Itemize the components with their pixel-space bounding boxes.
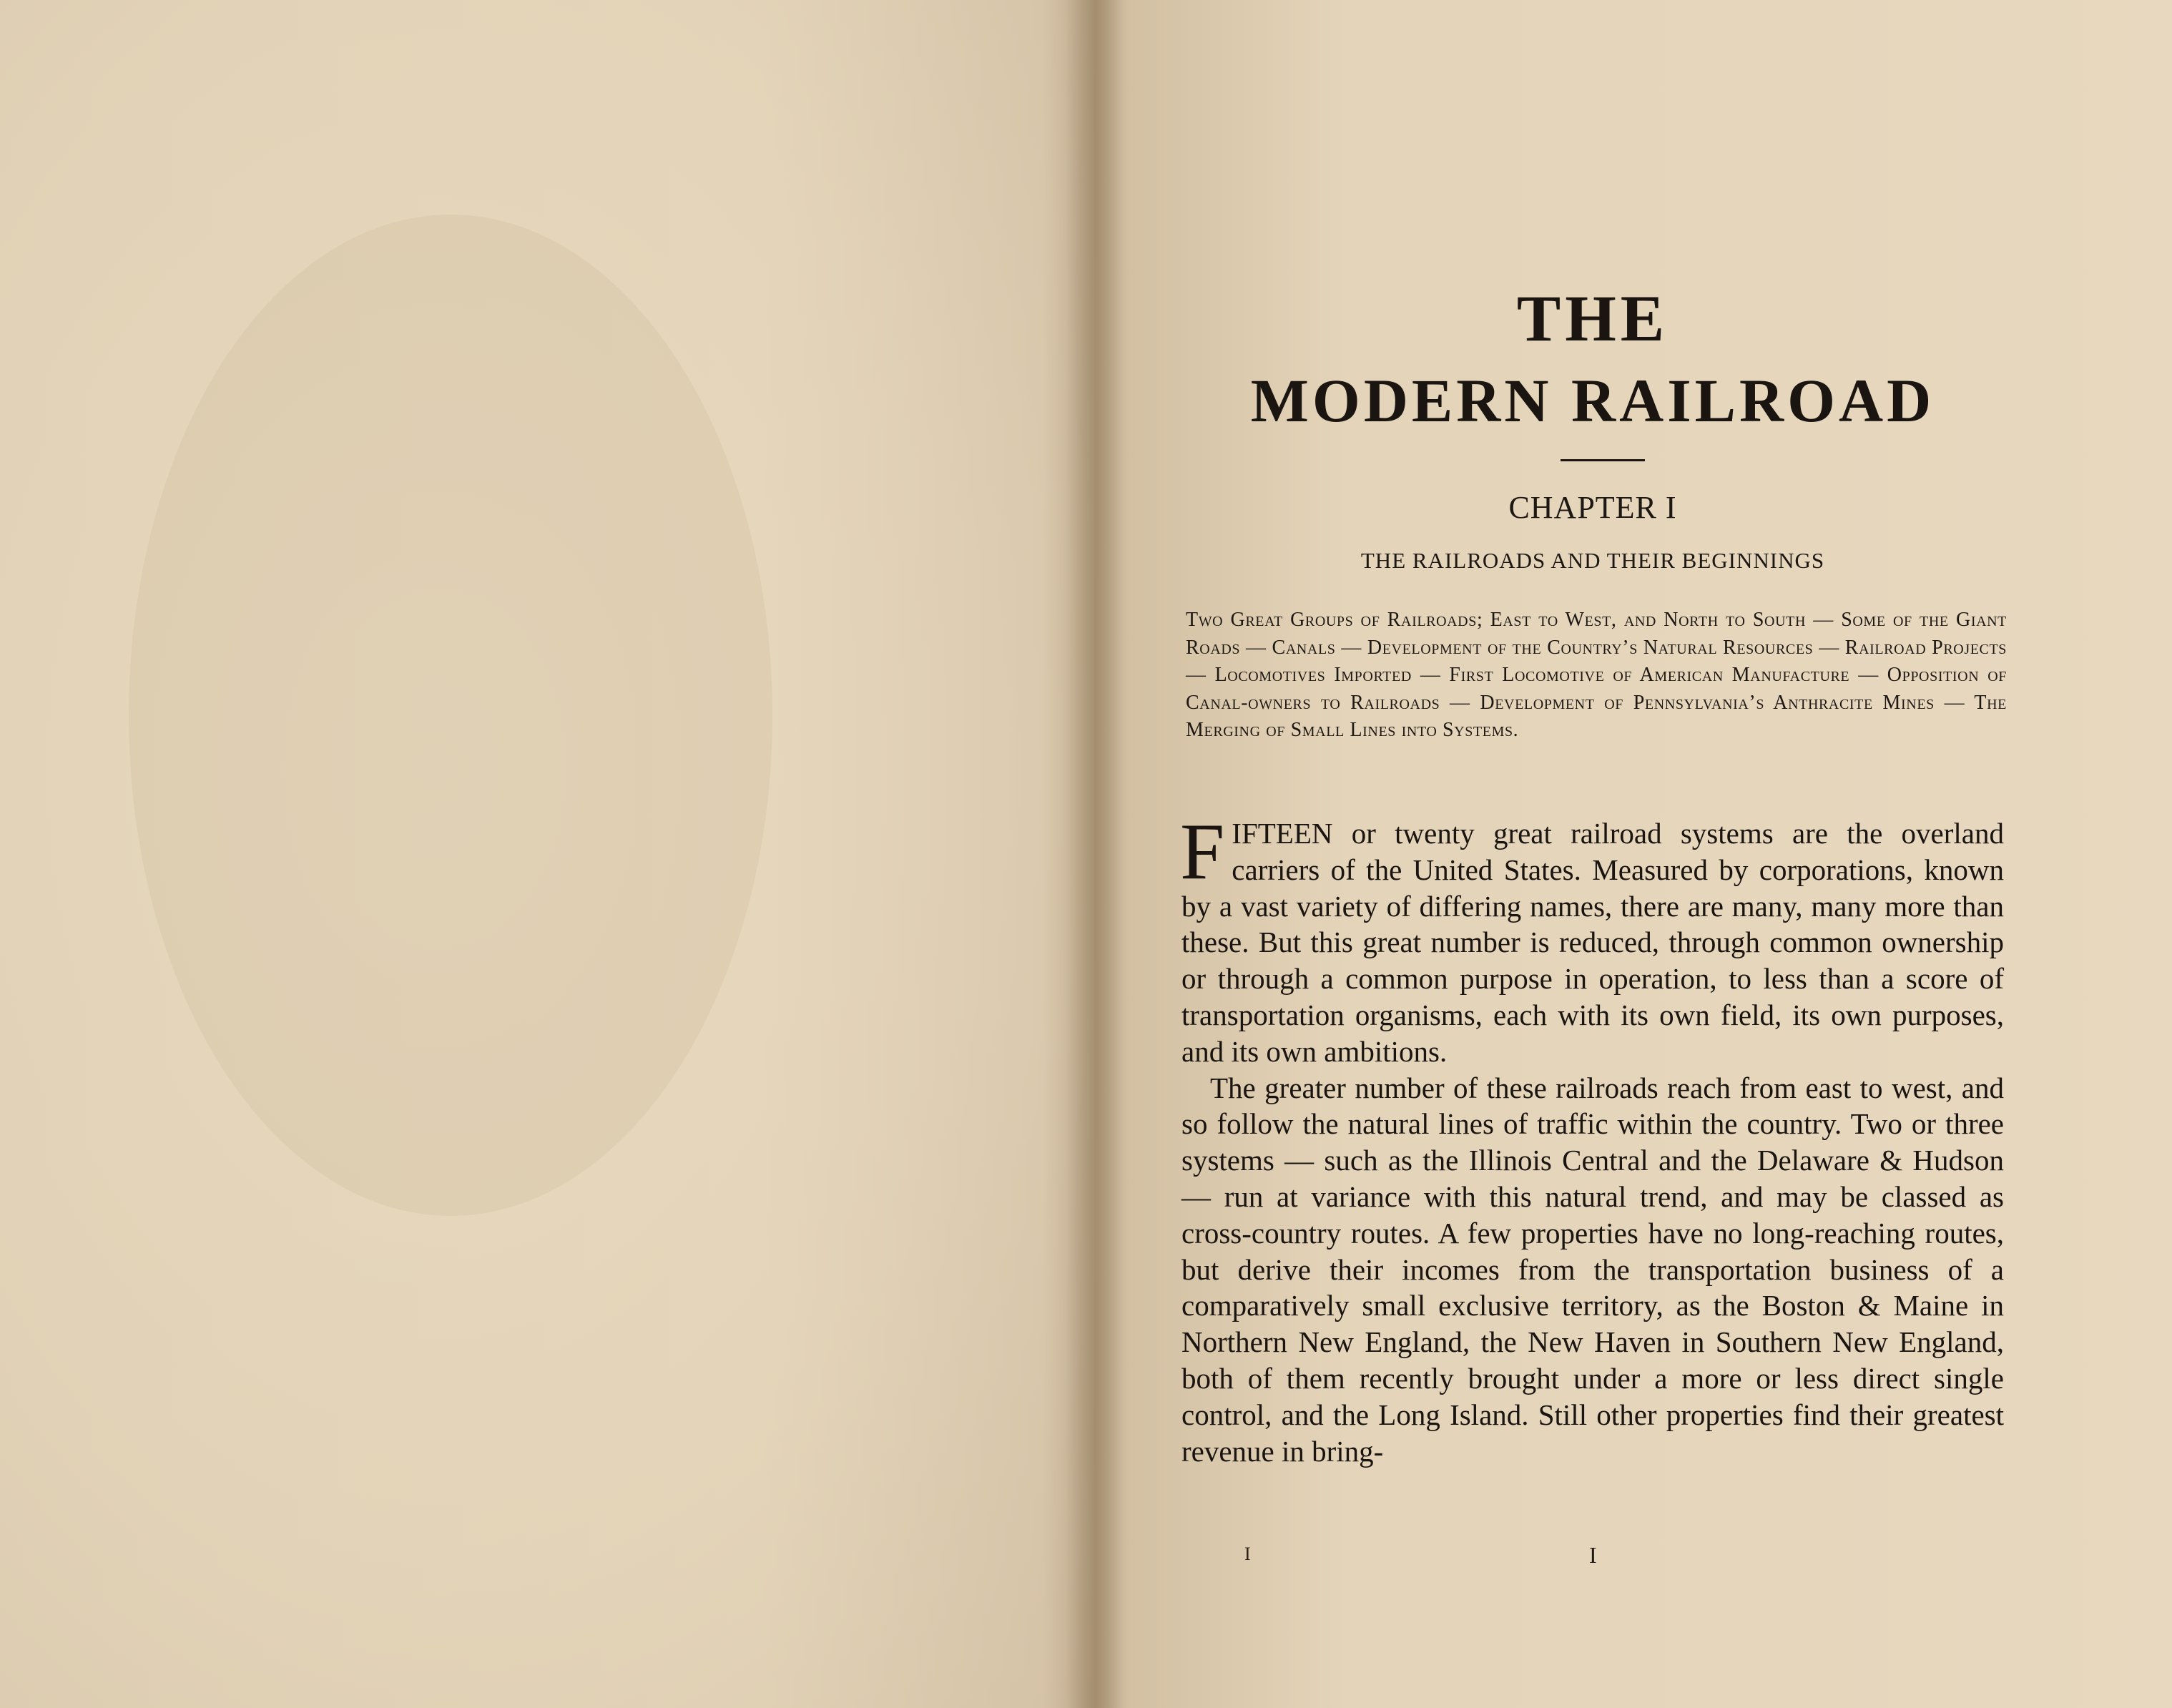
- drop-cap: F: [1180, 808, 1225, 896]
- book-title-line1: THE: [1516, 282, 1669, 355]
- book-title-line2: MODERN RAILROAD: [1250, 366, 1935, 435]
- chapter-body: [1180, 808, 2004, 1469]
- paragraph-2: The greater number of these railroads reach from east to west, and so follow the natural lines of traffic within the country. Two or three systems — such as the Illinois Central and the Delaware & Hudson — run at variance with this natural trend, and may be classed as cross-country routes. A few properties have no long-reaching routes, but derive their incomes from the transportation business of a comparatively small exclusive territory, as the Boston & Maine in Northern New England, the New Haven in Southern New England, both of them recently brought under a more or less direct single control, and the Long Island. Still other properties find their greatest revenue in bring-: [1181, 1071, 2004, 1468]
- title-rule: [1561, 459, 1645, 461]
- book-gutter: [1066, 0, 1123, 1708]
- page-number: I: [1589, 1542, 1597, 1568]
- signature-mark: I: [1244, 1543, 1251, 1564]
- paper-stain: [129, 215, 772, 1216]
- paragraph-1-text: IFTEEN or twenty great railroad systems are the overland carriers of the United States. Measured by corporations, known by a vast variety of differing names, there are many, many more than these. But this great number is reduced, through common ownership or through a common purpose in operation, to less than a score of transportation organisms, each with its own field, its own purposes, and its own ambitions.: [1181, 817, 2004, 1068]
- paragraph-1: [1180, 808, 2004, 1070]
- chapter-synopsis: Two Great Groups of Railroads; East to West, and North to South — Some of the Giant Roads — Canals — Development of the Country’s Natural Resources — Railroad Projects — Locomotives Imported — First Locomotive of American Manufacture — Opposition of Canal-owners to Railroads — Development of Pennsylvania’s Anthracite Mines — The Merging of Small Lines into Systems.: [1186, 609, 2007, 741]
- chapter-label: CHAPTER I: [1508, 490, 1677, 525]
- chapter-title: THE RAILROADS AND THEIR BEGINNINGS: [1360, 548, 1825, 573]
